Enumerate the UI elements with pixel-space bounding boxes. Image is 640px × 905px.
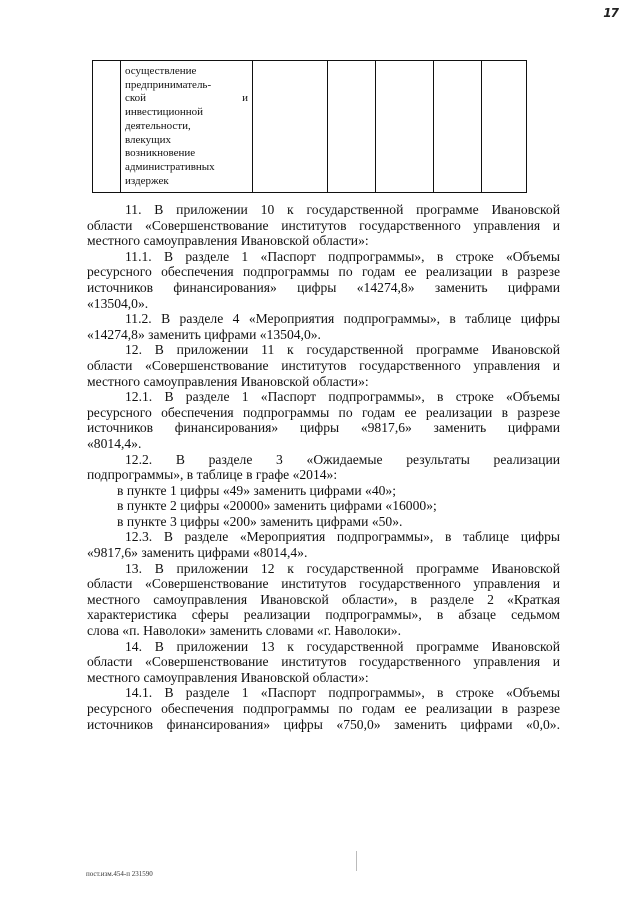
scan-mark: [356, 851, 357, 871]
text-line: в пункте 3 цифры «200» заменить цифрами «50».: [117, 513, 403, 529]
text-line: 14. В приложении 13 к государственной программе Ивановской: [125, 638, 560, 654]
footer-reference: пост.изм.454-п 231590: [86, 870, 153, 878]
cell-line: издержек: [125, 174, 169, 187]
text-line: 12.2. В разделе 3 «Ожидаемые результаты реализации: [125, 451, 560, 467]
text-line: области «Совершенствование институтов государственного управления и: [87, 654, 560, 670]
table-cell-number: [93, 61, 121, 193]
cell-line: инвестиционной: [125, 106, 204, 119]
text-line: подпрограммы», в таблице в графе «2014»:: [87, 467, 338, 483]
text-line: «14274,8» заменить цифрами «13504,0».: [87, 326, 321, 342]
text-line: источников финансирования» цифры «750,0» заменить цифрами «0,0».: [87, 716, 560, 732]
text-line: 14.1. В разделе 1 «Паспорт подпрограммы», в строке «Объемы: [125, 685, 560, 701]
text-line: ресурсного обеспечения подпрограммы по годам ее реализации в разрезе: [87, 404, 560, 420]
text-line: источников финансирования» цифры «9817,6» заменить цифрами: [87, 420, 560, 436]
table-cell-empty: [328, 61, 376, 193]
text-line: слова «п. Наволоки» заменить словами «г. Наволоки».: [87, 623, 401, 639]
text-line: 13. В приложении 12 к государственной программе Ивановской: [125, 560, 560, 576]
page-number: 17: [603, 6, 618, 20]
table-cell-empty: [434, 61, 482, 193]
text-line: «8014,4».: [87, 435, 142, 451]
text-line: в пункте 2 цифры «20000» заменить цифрами «16000»;: [117, 498, 437, 514]
text-line: в пункте 1 цифры «49» заменить цифрами «40»;: [117, 482, 396, 498]
cell-line: деятельности,: [125, 119, 191, 132]
table-cell-description: [121, 61, 253, 193]
text-line: ресурсного обеспечения подпрограммы по годам ее реализации в разрезе: [87, 264, 560, 280]
text-line: области «Совершенствование институтов государственного управления и: [87, 576, 560, 592]
text-line: 12.1. В разделе 1 «Паспорт подпрограммы», в строке «Объемы: [125, 389, 560, 405]
table-cell-empty: [253, 61, 328, 193]
text-line: местного самоуправления Ивановской области»:: [87, 669, 369, 685]
cell-line: предприниматель-: [125, 78, 212, 91]
table-cell-empty: [376, 61, 434, 193]
text-line: 12. В приложении 11 к государственной программе Ивановской: [125, 342, 560, 358]
text-line: 11.1. В разделе 1 «Паспорт подпрограммы», в строке «Объемы: [125, 248, 560, 264]
text-line: местного самоуправления Ивановской области», в разделе 2 «Краткая: [87, 591, 560, 607]
text-line: области «Совершенствование институтов государственного управления и: [87, 357, 560, 373]
table-row: [93, 61, 527, 193]
text-line: местного самоуправления Ивановской области»:: [87, 233, 369, 249]
text-line: 11.2. В разделе 4 «Мероприятия подпрограммы», в таблице цифры: [125, 311, 560, 327]
text-line: ресурсного обеспечения подпрограммы по годам ее реализации в разрезе: [87, 701, 560, 716]
cell-line: осуществление: [125, 65, 197, 77]
text-line: области «Совершенствование институтов государственного управления и: [87, 217, 560, 233]
text-line: 11. В приложении 10 к государственной программе Ивановской: [125, 202, 560, 217]
table-fragment: [92, 60, 527, 193]
table-cell-empty: [482, 61, 527, 193]
text-line: источников финансирования» цифры «14274,8» заменить цифрами: [87, 279, 560, 295]
text-line: характеристика сферы реализации подпрограммы», в абзаце седьмом: [87, 607, 560, 623]
text-line: 12.3. В разделе «Мероприятия подпрограммы», в таблице цифры: [125, 529, 560, 545]
cell-line: влекущих: [125, 133, 171, 146]
cell-line: ской и: [125, 92, 248, 105]
cell-line: административных: [125, 160, 215, 173]
text-line: «9817,6» заменить цифрами «8014,4».: [87, 545, 308, 561]
text-line: местного самоуправления Ивановской области»:: [87, 373, 369, 389]
text-line: «13504,0».: [87, 295, 149, 311]
document-body: [87, 202, 560, 732]
cell-line: возникновение: [125, 147, 196, 160]
